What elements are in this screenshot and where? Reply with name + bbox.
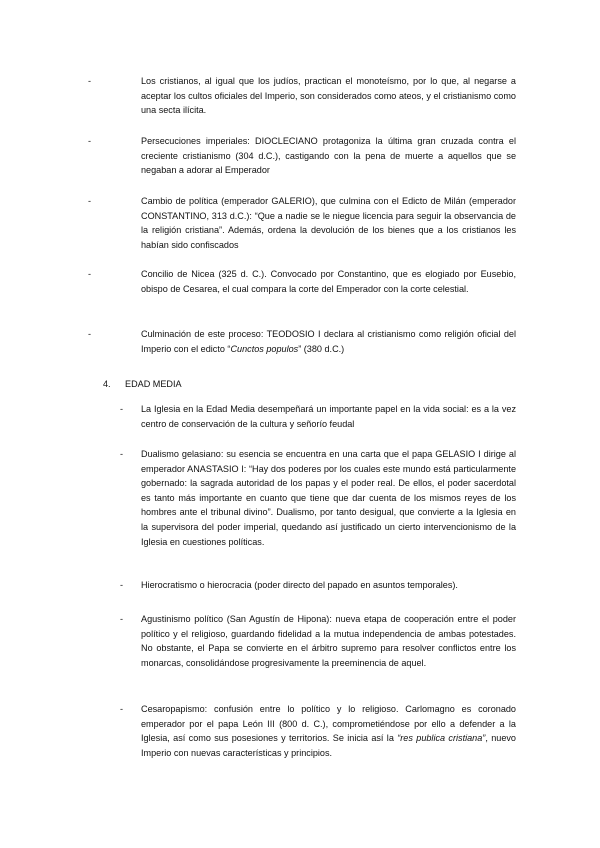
text-segment: Culminación de este proceso: TEODOSIO I declara al cristianismo como religión oficial del Imperio con el edicto “ (141, 329, 516, 354)
dash-bullet: - (88, 329, 92, 339)
list-item (88, 134, 516, 178)
paragraph (141, 702, 516, 760)
text-segment: Concilio de Nicea (325 d. C.). Convocado por Constantino, que es elogiado por Eusebio, obispo de Cesarea, el cual compara la corte del Emperador con la corte celestial. (141, 269, 516, 294)
dash-bullet: - (120, 404, 124, 414)
section-title: EDAD MEDIA (125, 379, 182, 389)
dash-bullet: - (120, 580, 124, 590)
text-segment: ” (380 d.C.) (298, 343, 345, 354)
dash-bullet: - (88, 269, 92, 279)
text-segment: Dualismo gelasiano: su esencia se encuentra en una carta que el papa GELASIO I dirige al emperador ANASTASIO I: “Hay dos poderes por los cuales este mundo está particularmente gobernado: la sagrada autoridad de los papas y el poder real. De ellos, el poder sacerdotal es tanto más importante en cuanto que tiene que dar cuenta de los mismos reyes de los hombres ante el tribunal divino”. Dualismo, por tanto desigual, que convierte a la Iglesia en la supervisora del poder imperial, quedando así justificado un cierto intervencionismo de la Iglesia en cuestiones políticas. (141, 449, 516, 547)
paragraph (141, 578, 516, 593)
text-segment: La Iglesia en la Edad Media desempeñará un importante papel en la vida social: es a la vez centro de conservación de la cultura y señorío feudal (141, 404, 516, 429)
paragraph (141, 267, 516, 296)
dash-bullet: - (120, 704, 124, 714)
text-segment: Los cristianos, al igual que los judíos, practican el monoteísmo, por lo que, al negarse a aceptar los cultos oficiales del Imperio, son considerados como ateos, y el cristianismo como una secta ilícita. (141, 76, 516, 116)
list-item (88, 74, 516, 118)
paragraph (141, 134, 516, 178)
list-item (120, 447, 516, 549)
section-number: 4. (103, 379, 111, 389)
paragraph (141, 447, 516, 549)
text-segment: Cesaropapismo: confusión entre lo político y lo religioso. Carlomagno es coronado emperador por el papa León III (800 d. C.), comprometiéndose por ello a defender a la Iglesia, así como sus posesiones y territorios. Se inicia así la (141, 704, 516, 744)
section-heading (103, 377, 303, 392)
text-segment: , nuevo Imperio con nuevas características y principios. (141, 733, 516, 758)
dash-bullet: - (120, 449, 124, 459)
dash-bullet: - (88, 196, 92, 206)
dash-bullet: - (88, 76, 92, 86)
paragraph (141, 74, 516, 118)
paragraph (141, 612, 516, 670)
dash-bullet: - (88, 136, 92, 146)
paragraph (141, 194, 516, 252)
list-item (120, 612, 516, 670)
list-item (120, 402, 516, 431)
dash-bullet: - (120, 614, 124, 624)
paragraph (141, 327, 516, 356)
text-segment: Persecuciones imperiales: DIOCLECIANO protagoniza la última gran cruzada contra el creciente cristianismo (304 d.C.), castigando con la pena de muerte a aquellos que se negaban a adorar al Emperador (141, 136, 516, 176)
list-item (88, 267, 516, 296)
italic-text: Cunctos populos (230, 343, 299, 354)
list-item (120, 702, 516, 760)
list-item (88, 327, 516, 356)
text-segment: Hierocratismo o hierocracia (poder directo del papado en asuntos temporales). (141, 580, 458, 590)
italic-text: “res publica cristiana” (397, 733, 486, 744)
list-item (120, 578, 516, 593)
paragraph (141, 402, 516, 431)
text-segment: Agustinismo político (San Agustín de Hipona): nueva etapa de cooperación entre el poder político y el religioso, guardando fidelidad a la mutua independencia de ambas potestades. No obstante, el Papa se convierte en el árbitro supremo para resolver conflictos entre los monarcas, consolidándose progresivamente la preeminencia de aquel. (141, 614, 516, 668)
list-item (88, 194, 516, 252)
text-segment: Cambio de política (emperador GALERIO), que culmina con el Edicto de Milán (emperador CONSTANTINO, 313 d.C.): “Que a nadie se le niegue licencia para seguir la observancia de la religión cristiana”. Además, ordena la devolución de los bienes que a los cristianos les habían sido confiscados (141, 196, 516, 250)
